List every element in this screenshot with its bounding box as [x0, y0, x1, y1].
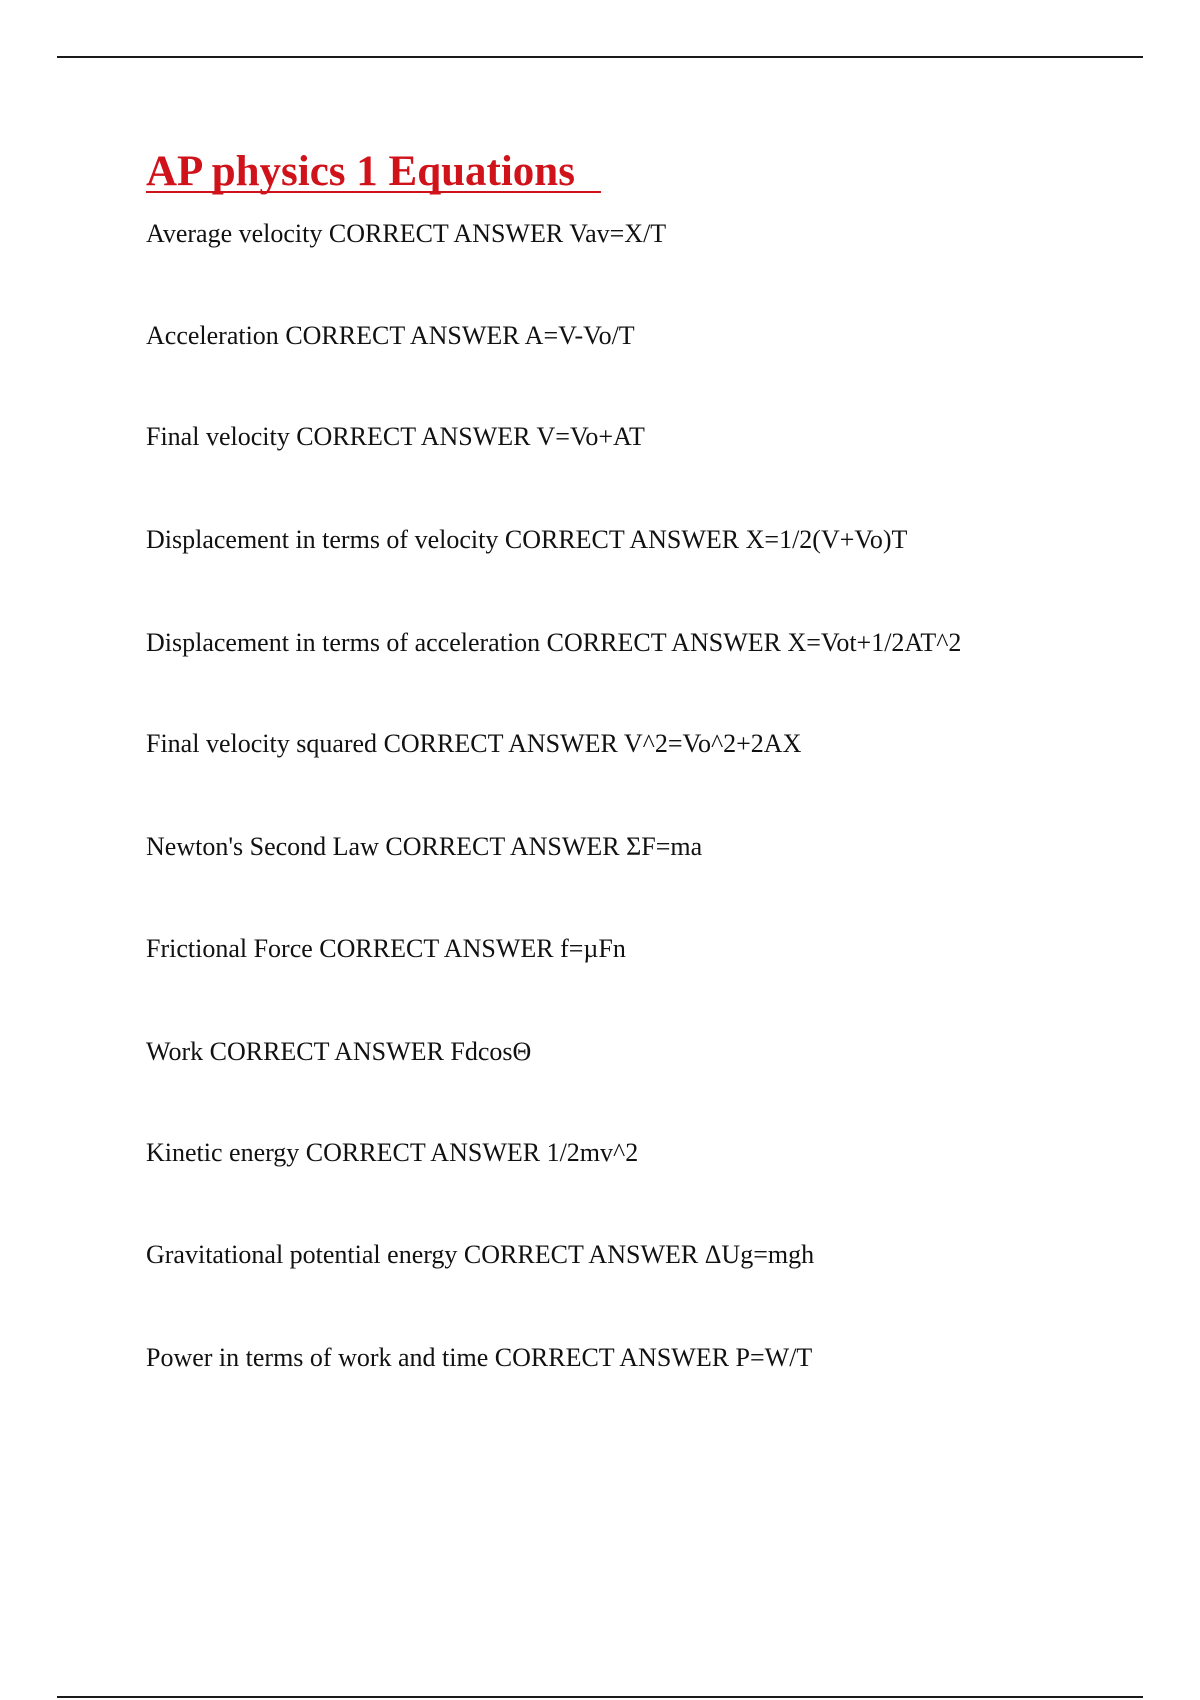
- entry-answer: X=Vot+1/2AT^2: [787, 628, 962, 657]
- entry-term: Newton's Second Law: [146, 832, 379, 861]
- entry-answer: V=Vo+AT: [536, 422, 645, 451]
- entry-term: Acceleration: [146, 321, 279, 350]
- entry-term: Kinetic energy: [146, 1138, 300, 1167]
- entry-answer: ΣF=ma: [626, 832, 703, 861]
- equation-entry: [146, 728, 801, 760]
- entry-marker: CORRECT ANSWER: [463, 1240, 699, 1269]
- title-underline: [146, 191, 601, 193]
- entry-answer: f=µFn: [560, 934, 626, 963]
- equation-entry: [146, 1137, 638, 1169]
- entry-marker: CORRECT ANSWER: [209, 1037, 444, 1066]
- entry-marker: CORRECT ANSWER: [385, 832, 620, 861]
- entry-marker: CORRECT ANSWER: [504, 525, 740, 554]
- equation-entry: [146, 524, 907, 556]
- equation-entry: [146, 933, 626, 965]
- entry-term: Displacement in terms of acceleration: [146, 628, 541, 657]
- document-title: AP physics 1 Equations: [146, 148, 575, 195]
- entry-marker: CORRECT ANSWER: [296, 422, 531, 451]
- entry-answer: V^2=Vo^2+2AX: [623, 729, 802, 758]
- entry-marker: CORRECT ANSWER: [305, 1138, 541, 1167]
- equation-entry: [146, 320, 635, 352]
- entry-marker: CORRECT ANSWER: [494, 1343, 730, 1372]
- entry-answer: 1/2mv^2: [546, 1138, 639, 1167]
- entry-answer: ΔUg=mgh: [704, 1240, 815, 1269]
- entry-term: Final velocity squared: [146, 729, 378, 758]
- entry-term: Gravitational potential energy: [146, 1240, 458, 1269]
- entry-term: Work: [146, 1037, 204, 1066]
- equation-entry: [146, 218, 666, 250]
- header-rule: [57, 56, 1143, 58]
- footer-rule: [57, 1696, 1143, 1698]
- entry-answer: A=V-Vo/T: [524, 321, 635, 350]
- entry-term: Frictional Force: [146, 934, 313, 963]
- equation-entry: [146, 1342, 812, 1374]
- entry-marker: CORRECT ANSWER: [546, 628, 781, 657]
- entry-answer: X=1/2(V+Vo)T: [745, 525, 908, 554]
- equation-entry: [146, 421, 645, 453]
- entry-marker: CORRECT ANSWER: [383, 729, 618, 758]
- entry-marker: CORRECT ANSWER: [319, 934, 554, 963]
- equation-entry: [146, 627, 961, 659]
- entry-term: Average velocity: [146, 219, 323, 248]
- equation-entry: [146, 1239, 814, 1271]
- entry-term: Displacement in terms of velocity: [146, 525, 499, 554]
- entry-answer: FdcosΘ: [450, 1037, 532, 1066]
- entry-term: Final velocity: [146, 422, 290, 451]
- equation-entry: [146, 831, 702, 863]
- entry-answer: Vav=X/T: [569, 219, 667, 248]
- entry-marker: CORRECT ANSWER: [328, 219, 564, 248]
- entry-answer: P=W/T: [735, 1343, 813, 1372]
- entry-marker: CORRECT ANSWER: [285, 321, 520, 350]
- equation-entry: [146, 1036, 531, 1068]
- entry-term: Power in terms of work and time: [146, 1343, 489, 1372]
